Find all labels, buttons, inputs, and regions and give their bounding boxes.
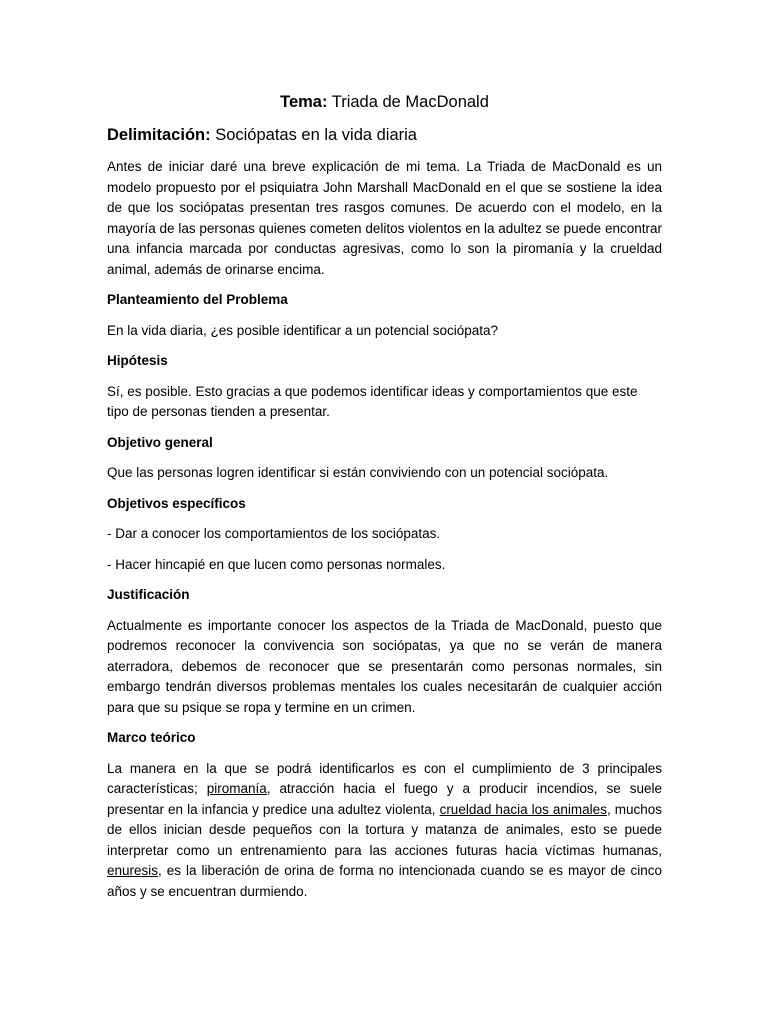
delim-label: Delimitación: [107,126,211,144]
justificacion-heading: Justificación [107,587,190,602]
marco-text-part: La manera en la que se podrá identificarlos es con el cumplimiento de 3 principales características; [107,760,662,796]
objetivo-especifico-item: - Dar a conocer los comportamientos de los sociópatas. [107,526,441,541]
justificacion-text: Actualmente es importante conocer los aspectos de la Triada de MacDonald, puesto que podremos reconocer la convivencia son sociópatas, ya que no se verán de manera aterradora, debemos de reconocer que se presentarán como personas normales, sin embargo tendrán diversos problemas mentales los cuales necesitarán de cualquier acción para que su psique se ropa y termine en un crimen. [107,617,662,715]
marco-text-part: , muchos de ellos inician desde pequeños con la tortura y matanza de animales, esto se puede interpretar como un entrenamiento para las acciones futuras hacia víctimas humanas, [107,801,662,858]
tema-value: Triada de MacDonald [327,93,489,111]
problema-heading: Planteamiento del Problema [107,292,288,307]
delim-value: Sociópatas en la vida diaria [210,126,417,144]
marco-text [107,759,662,903]
marco-text-part: , es la liberación de orina de forma no intencionada cuando se es mayor de cinco años y se encuentran durmiendo. [107,863,662,899]
marco-heading: Marco teórico [107,730,196,745]
document-title [107,90,662,114]
term-crueldad-animales: crueldad hacia los animales [439,801,607,817]
objetivo-general-text: Que las personas logren identificar si están conviviendo con un potencial sociópata. [107,465,609,480]
marco-text-part: , atracción hacia el fuego y a producir incendios, se suele presentar en la infancia y predice una adultez violenta, [107,781,663,817]
problema-text: En la vida diaria, ¿es posible identificar a un potencial sociópata? [107,322,498,338]
objetivos-especificos-heading: Objetivos específicos [107,495,246,511]
document-page [107,90,662,912]
objetivo-general-heading: Objetivo general [107,434,213,450]
tema-label: Tema: [280,93,328,111]
term-enuresis: enuresis [107,863,159,878]
objetivo-especifico-item: - Hacer hincapié en que lucen como personas normales. [107,556,446,572]
hipotesis-heading: Hipótesis [107,353,168,368]
intro-paragraph: Antes de iniciar daré una breve explicación de mi tema. La Triada de MacDonald es un modelo propuesto por el psiquiatra John Marshall MacDonald en el que se sostiene la idea de que los sociópatas presentan tres rasgos comunes. De acuerdo con el modelo, en la mayoría de las personas quienes cometen delitos violentos en la adultez se puede encontrar una infancia marcada por conductas agresivas, como lo son la piromanía y la crueldad animal, además de orinarse encima. [107,159,662,277]
hipotesis-text: Sí, es posible. Esto gracias a que podemos identificar ideas y comportamientos que este tipo de personas tienden a presentar. [107,383,638,419]
delimitation [107,123,662,147]
term-piromania: piromanía [206,781,267,796]
